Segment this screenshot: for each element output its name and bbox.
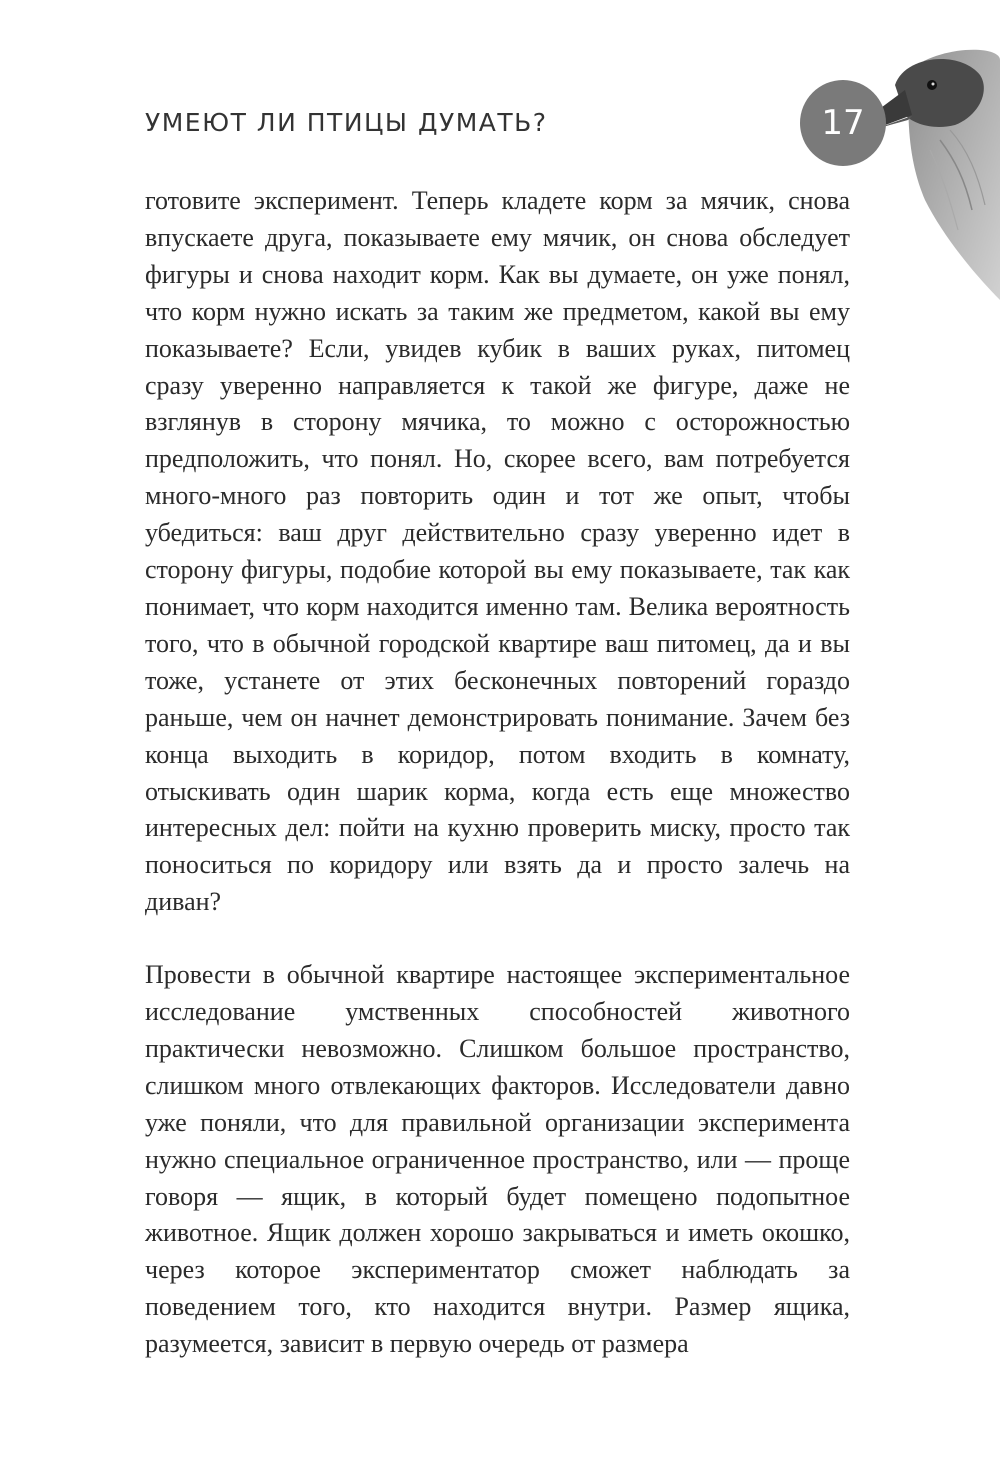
paragraph: Провести в обычной квартире настоящее экспериментальное исследование умственных способностей животного практически невозможно. Слишком большое пространство, слишком много отвлекающих факторов. Исследователи давно уже поняли, что для правильной организации эксперимента нужно специальное ограниченное пространство, или — проще говоря — ящик, в который будет помещено подопытное животное. Ящик должен хорошо закрываться и иметь окошко, через которое экспериментатор сможет наблюдать за поведением того, кто находится внутри. Размер ящика, разумеется, зависит в первую очередь от размера xyxy=(145,960,850,1359)
page-number: 17 xyxy=(821,103,865,143)
body-text xyxy=(145,183,850,1363)
page-number-badge xyxy=(800,80,886,166)
running-head: УМЕЮТ ЛИ ПТИЦЫ ДУМАТЬ? xyxy=(145,108,548,137)
crow-icon xyxy=(850,30,1000,300)
paragraph: готовите эксперимент. Теперь кладете корм за мячик, снова впускаете друга, показываете ему мячик, он снова обследует фигуры и снова находит корм. Как вы думаете, он уже понял, что корм нужно искать за таким же предметом, какой вы ему показываете? Если, увидев кубик в ваших руках, питомец сразу уверенно направляется к такой же фигуре, даже не взглянув в сторону мячика, то можно с осторожностью предположить, что понял. Но, скорее всего, вам потребуется много-много раз повторить один и тот же опыт, чтобы убедиться: ваш друг действительно сразу уверенно идет в сторону фигуры, подобие которой вы ему показываете, так как понимает, что корм находится именно там. Велика вероятность того, что в обычной городской квартире ваш питомец, да и вы тоже, устанете от этих бесконечных повторений гораздо раньше, чем он начнет демонстрировать понимание. Зачем без конца выходить в коридор, потом входить в комнату, отыскивать один шарик корма, когда есть еще множество интересных дел: пойти на кухню проверить миску, просто так поноситься по коридору или взять да и просто залечь на диван? xyxy=(145,186,850,917)
